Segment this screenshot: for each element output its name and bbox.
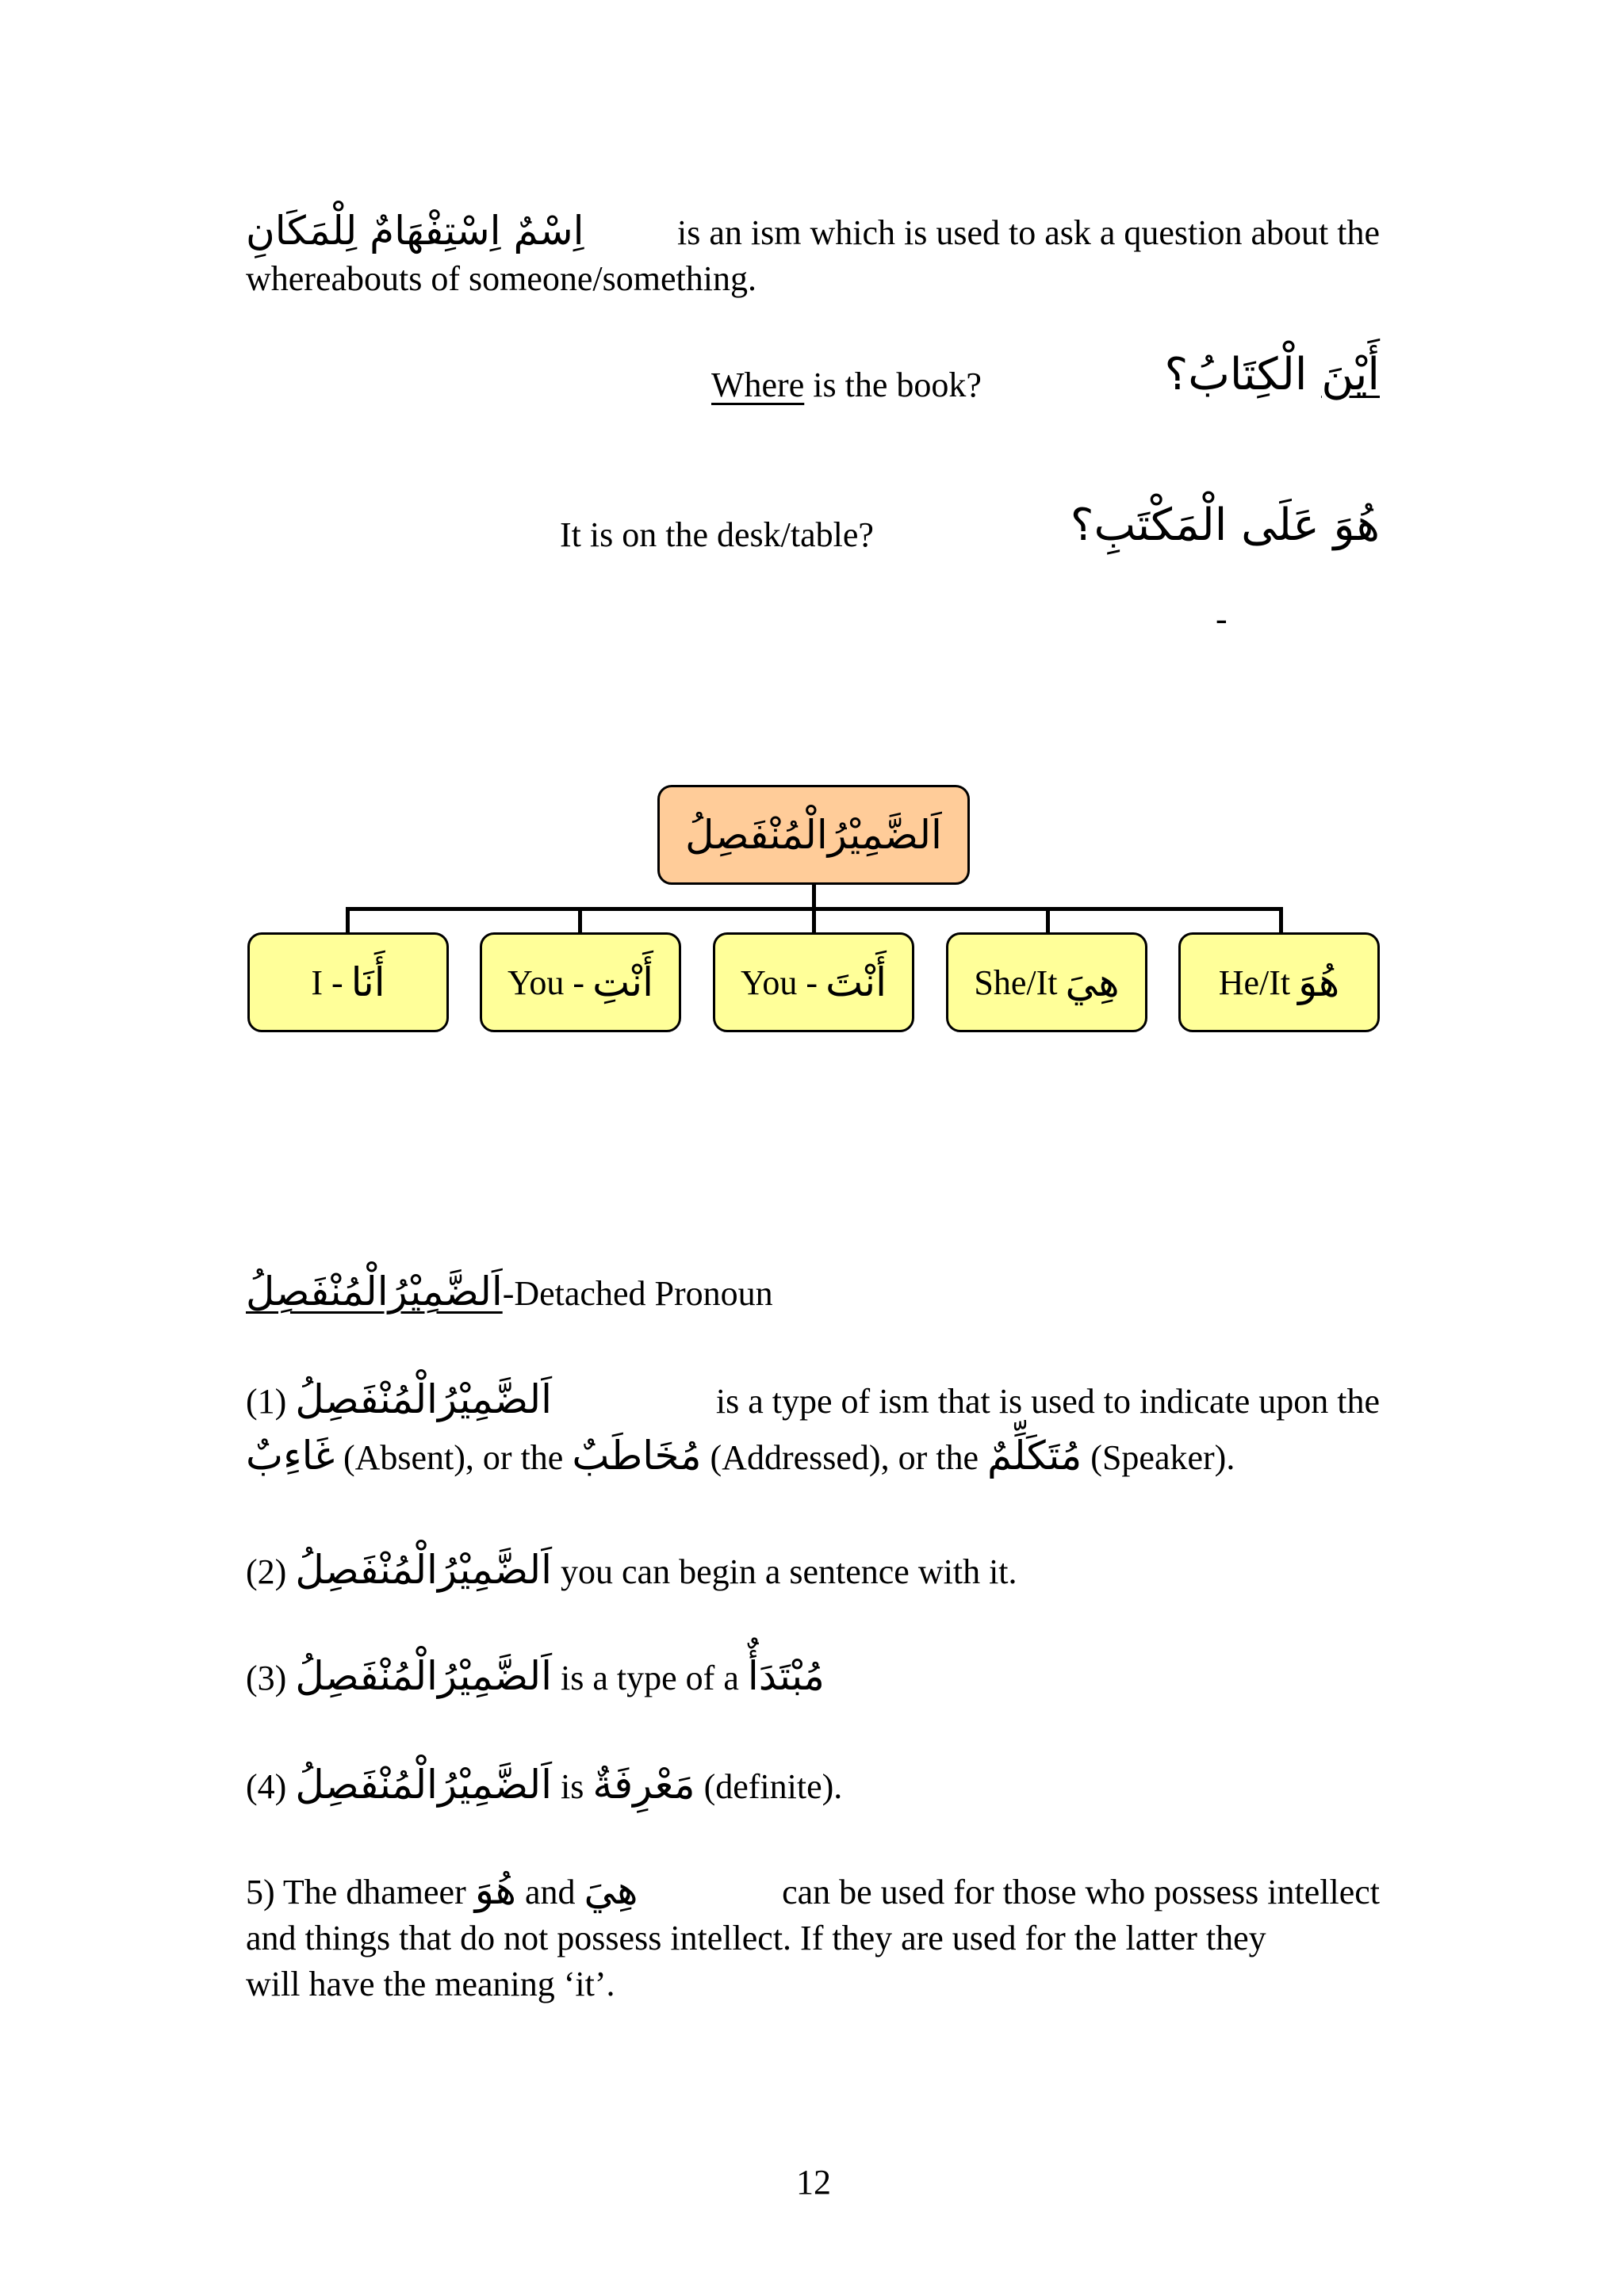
intro-line-1-text: is an ism which is used to ask a question about the: [677, 213, 1380, 252]
leaf-anti-arabic: أَنْتِ: [592, 959, 653, 1005]
point-4-marifa: مَعْرِفَةٌ: [592, 1762, 695, 1808]
point-1-text-a: is a type of ism that is used to indicate upon the: [715, 1382, 1380, 1421]
point-1-addressed-arabic: مُخَاطَبٌ: [572, 1433, 702, 1479]
point-5-hiya: هِيَ: [584, 1867, 638, 1913]
section-heading-arabic: اَلضَّمِيْرُالْمُنْفَصِلُ: [246, 1269, 503, 1314]
diagram-connector-leaf-5: [1279, 907, 1283, 932]
diagram-leaf-huwa: [1178, 932, 1380, 1032]
point-1-text-c: (Addressed), or the: [701, 1438, 987, 1477]
leaf-anta-arabic: أَنْتَ: [825, 959, 887, 1005]
intro-term-arabic: اِسْمٌ اِسْتِفْهَامٌ لِلْمَكَانِ: [246, 208, 584, 254]
point-4-term: اَلضَّمِيْرُالْمُنْفَصِلُ: [295, 1762, 553, 1808]
point-4-text: is: [552, 1767, 593, 1806]
diagram-leaf-hiya: [946, 932, 1147, 1032]
point-5-text-c: can be used for those who possess intellect: [782, 1873, 1380, 1911]
point-2: [246, 1547, 1017, 1595]
point-3-number: (3): [246, 1659, 287, 1697]
point-5-text-b: and: [515, 1873, 584, 1911]
point-5-text-a: 5) The dhameer: [246, 1873, 475, 1911]
point-3: [246, 1653, 825, 1701]
example-1-arabic: [1164, 349, 1380, 400]
example-1-where: Where: [711, 365, 805, 404]
point-4-number: (4): [246, 1767, 287, 1806]
point-1: [246, 1376, 1380, 1481]
section-heading-english: -Detached Pronoun: [502, 1274, 773, 1313]
point-2-term: اَلضَّمِيْرُالْمُنْفَصِلُ: [295, 1547, 553, 1593]
diagram-root-label: اَلضَّمِيْرُالْمُنْفَصِلُ: [685, 812, 942, 858]
point-5-line-3: will have the meaning ‘it’.: [246, 1965, 615, 2003]
point-5-line-1: [246, 1867, 1380, 1915]
point-5-huwa: هُوَ: [474, 1867, 516, 1913]
diagram-root-box: [657, 785, 970, 885]
point-1-number: (1): [246, 1382, 287, 1421]
example-2-english: It is on the desk/table?: [560, 515, 874, 554]
point-1-text-d: (Speaker).: [1082, 1438, 1235, 1477]
point-1-speaker-arabic: مُتَكَلِّمٌ: [986, 1433, 1082, 1479]
point-3-text: is a type of a: [552, 1659, 748, 1697]
leaf-ana-english: I -: [311, 962, 343, 1002]
diagram-leaf-anta: [713, 932, 914, 1032]
diagram-leaf-ana: [247, 932, 449, 1032]
point-1-line-1: [246, 1376, 1380, 1425]
stray-dash: -: [1216, 599, 1228, 638]
page-number: 12: [796, 2163, 831, 2202]
example-1-rest: is the book?: [804, 365, 982, 404]
diagram-leaf-anti: [480, 932, 681, 1032]
example-1-arabic-ayna: أَيْنَ: [1321, 349, 1380, 400]
leaf-anta-english: You -: [741, 962, 818, 1002]
diagram-connector-leaf-1: [346, 907, 350, 932]
point-3-mubtada: مُبْتَدَأٌ: [747, 1653, 825, 1699]
diagram-connector-leaf-2: [578, 907, 582, 932]
intro-line-1: [246, 208, 1380, 256]
leaf-anti-english: You -: [508, 962, 585, 1002]
example-1-arabic-rest: الْكِتَابُ؟: [1164, 349, 1322, 400]
point-2-number: (2): [246, 1552, 287, 1591]
leaf-huwa-arabic: هُوَ: [1298, 959, 1340, 1005]
leaf-huwa-english: He/It: [1218, 962, 1291, 1002]
point-1-text-b: (Absent), or the: [334, 1438, 573, 1477]
point-1-absent-arabic: غَاءِبٌ: [246, 1433, 335, 1479]
intro-line-2: whereabouts of someone/something.: [246, 259, 756, 298]
point-5-line-2: and things that do not possess intellect. If they are used for the latter they: [246, 1919, 1266, 1957]
point-1-term: اَلضَّمِيْرُالْمُنْفَصِلُ: [295, 1376, 553, 1422]
section-heading: [246, 1269, 773, 1317]
point-3-term: اَلضَّمِيْرُالْمُنْفَصِلُ: [295, 1653, 553, 1699]
point-4-text-b: (definite).: [695, 1767, 843, 1806]
intro-paragraph: [246, 208, 1380, 302]
example-1-english: [711, 362, 982, 408]
leaf-hiya-arabic: هِيَ: [1065, 959, 1120, 1005]
point-4: [246, 1762, 842, 1810]
point-2-text: you can begin a sentence with it.: [552, 1552, 1017, 1591]
leaf-hiya-english: She/It: [974, 962, 1058, 1002]
example-2-arabic: هُوَ عَلَى الْمَكْتَبِ؟: [1070, 499, 1380, 551]
diagram-connector-horizontal: [346, 907, 1283, 911]
point-5: [246, 1867, 1380, 2007]
leaf-ana-arabic: أَنَا: [350, 959, 385, 1005]
diagram-connector-leaf-4: [1046, 907, 1050, 932]
point-1-line-2: [246, 1433, 1380, 1481]
